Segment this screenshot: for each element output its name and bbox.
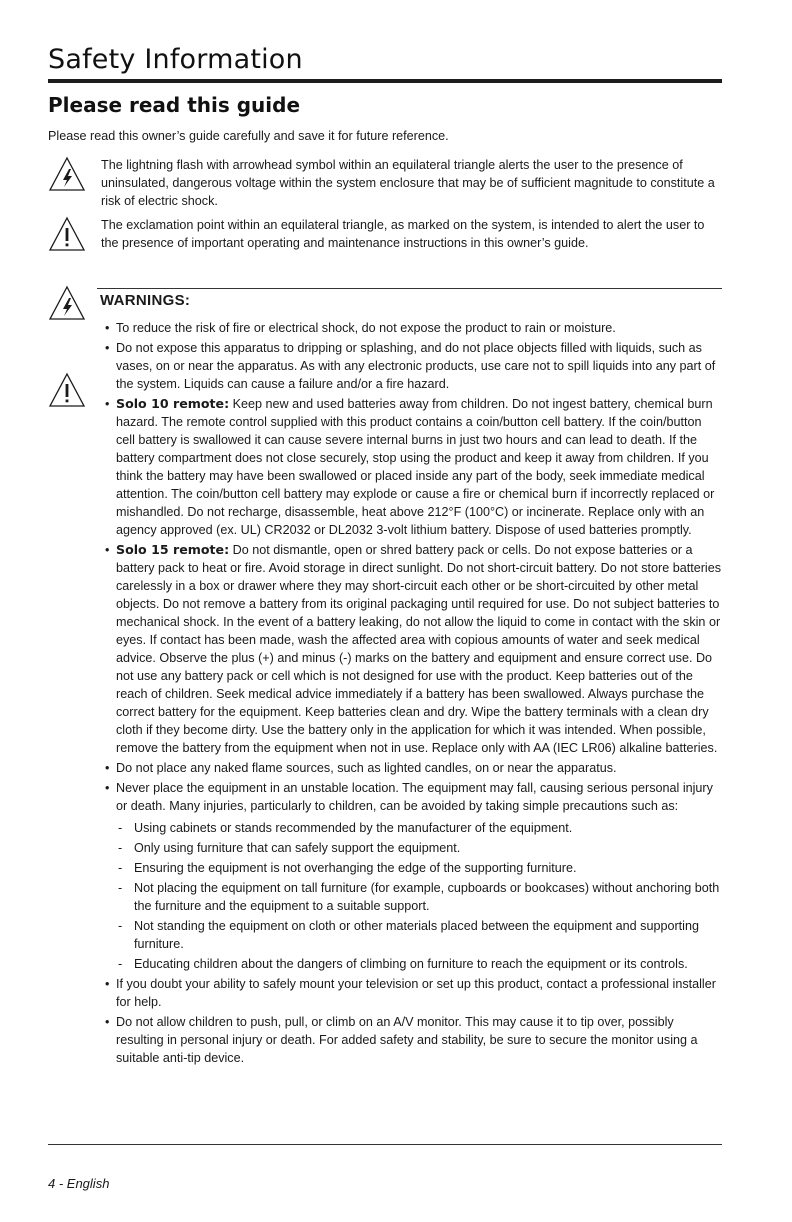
warning-item xyxy=(106,975,722,1011)
warning-item xyxy=(106,759,722,777)
page-number: 4 - English xyxy=(48,1176,110,1191)
warning-item xyxy=(106,1013,722,1067)
warnings-heading: WARNINGS: xyxy=(100,292,191,309)
bottom-divider xyxy=(48,1144,722,1145)
precaution-item: - Using cabinets or stands recommended by the manufacturer of the equipment. xyxy=(116,819,722,837)
exclamation-warning-icon xyxy=(48,372,86,408)
section-title: Safety Information xyxy=(48,44,303,75)
warning-text: Do not allow children to push, pull, or climb on an A/V monitor. This may cause it to tip over, possibly resulting in personal injury or death. For added safety and stability, be sure to secure the monitor using a suitable anti-tip device. xyxy=(116,1015,698,1065)
warning-text: Do not expose this apparatus to dripping or splashing, and do not place objects filled with liquids, such as vases, on or near the apparatus. As with any electronic products, use care not to spill liquids into any part of the system. Liquids can cause a failure and/or a fire hazard. xyxy=(116,341,716,391)
exclamation-symbol-text: The exclamation point within an equilateral triangle, as marked on the system, is intended to alert the user to the presence of important operating and maintenance instructions in this owner’s guide. xyxy=(101,218,705,250)
warning-item-solo15 xyxy=(106,541,722,757)
precaution-item: - Not placing the equipment on tall furniture (for example, cupboards or bookcases) without anchoring both the furniture and the equipment to a suitable support. xyxy=(116,879,722,915)
guide-subtitle: Please read this guide xyxy=(48,93,301,117)
warnings-divider xyxy=(97,288,722,289)
precautions-list xyxy=(116,819,722,973)
title-divider xyxy=(48,79,722,83)
precaution-item: - Not standing the equipment on cloth or other materials placed between the equipment and supporting furniture. xyxy=(116,917,722,953)
intro-text: Please read this owner’s guide carefully and save it for future reference. xyxy=(48,129,449,143)
warning-item xyxy=(106,779,722,973)
warning-text: Do not place any naked flame sources, such as lighted candles, on or near the apparatus. xyxy=(116,761,617,775)
warning-text: Do not dismantle, open or shred battery pack or cells. Do not expose batteries or a battery pack to heat or fire. Avoid storage in direct sunlight. Do not short-circuit battery. Do not store batteries carelessly in a box or drawer where they may short-circuit each other or be short-circuited by other metal objects. Do not remove a battery from its original packaging until required for use. Do not subject batteries to mechanical shock. In the event of a battery leaking, do not allow the liquid to come in contact with the skin or eyes. If contact has been made, wash the affected area with copious amounts of water and seek medical advice. Observe the plus (+) and minus (-) marks on the battery and equipment and ensure correct use. Do not use any battery pack or cell which is not designed for use with the product. Keep batteries out of the reach of children. Seek medical advice immediately if a battery has been swallowed. Always purchase the correct battery for the equipment. Keep batteries clean and dry. Wipe the battery terminals with a clean dry cloth if they become dirty. Use the battery only in the application for which it was intended. When possible, remove the battery from the equipment when not in use. Replace only with AA (IEC LR06) alkaline batteries. xyxy=(116,543,722,755)
warning-item xyxy=(106,319,722,337)
lightning-warning-icon xyxy=(48,285,86,321)
lightning-symbol-text: The lightning flash with arrowhead symbol within an equilateral triangle alerts the user to the presence of uninsulated, dangerous voltage within the system enclosure that may be of sufficient magnitude to constitute a risk of electric shock. xyxy=(101,158,715,208)
warning-item xyxy=(106,339,722,393)
warning-text: Never place the equipment in an unstable location. The equipment may fall, causing serious personal injury or death. Many injuries, particularly to children, can be avoided by taking simple precautions such as: xyxy=(116,781,713,813)
precaution-item: - Educating children about the dangers of climbing on furniture to reach the equipment or its controls. xyxy=(116,955,722,973)
warning-lead-solo15: Solo 15 remote: xyxy=(116,542,230,557)
warning-lead-solo10: Solo 10 remote: xyxy=(116,396,230,411)
warning-text: Keep new and used batteries away from children. Do not ingest battery, chemical burn hazard. The remote control supplied with this product contains a coin/button cell battery. If the coin/button cell battery is swallowed it can cause severe internal burns in just two hours and can lead to death. If the battery compartment does not close securely, stop using the product and keep it away from children. If you think the battery may have been swallowed or placed inside any part of the body, seek immediate medical attention. The coin/button cell battery may explode or cause a fire or chemical burn if incorrectly replaced or mishandled. Do not recharge, disassemble, heat above 212°F (100°C) or incinerate. Replace only with an agency approved (ex. UL) CR2032 or DL2032 3-volt lithium battery. Dispose of used batteries promptly. xyxy=(116,397,715,537)
warnings-list xyxy=(106,319,722,1069)
precaution-item: - Ensuring the equipment is not overhanging the edge of the supporting furniture. xyxy=(116,859,722,877)
exclamation-triangle-icon xyxy=(48,216,86,252)
warning-text: To reduce the risk of fire or electrical shock, do not expose the product to rain or moisture. xyxy=(116,321,616,335)
warning-item-solo10 xyxy=(106,395,722,539)
precaution-item: - Only using furniture that can safely support the equipment. xyxy=(116,839,722,857)
warning-text: If you doubt your ability to safely mount your television or set up this product, contact a professional installer for help. xyxy=(116,977,716,1009)
lightning-triangle-icon xyxy=(48,156,86,192)
